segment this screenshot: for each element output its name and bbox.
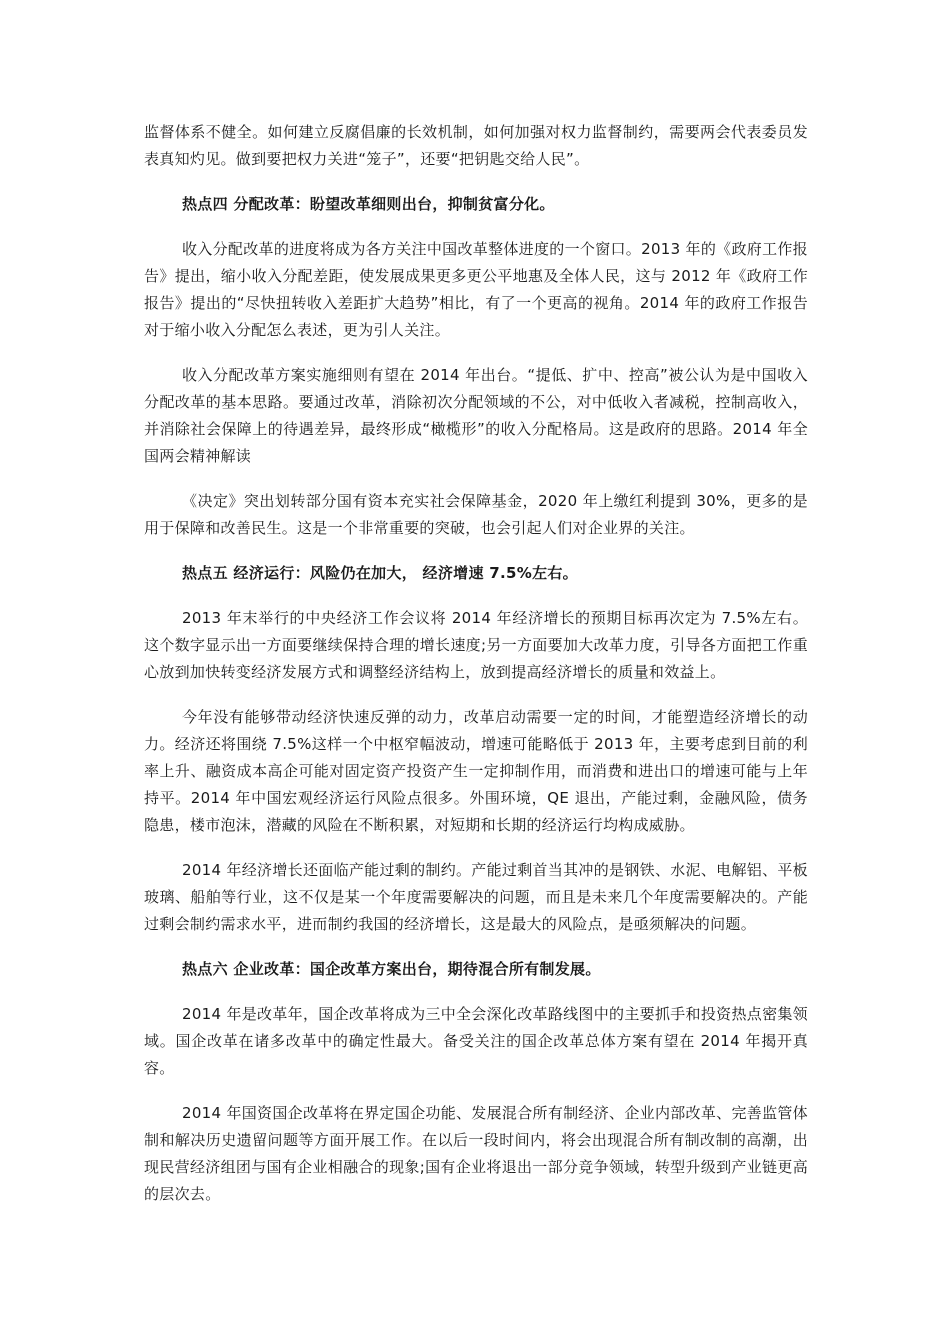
- paragraph: 收入分配改革方案实施细则有望在 2014 年出台。“提低、扩中、控高”被公认为是中国收入分配改革的基本思路。要通过改革，消除初次分配领域的不公，对中低收入者减税，控制高收入，并消除社会保障上的待遇差异，最终形成“橄榄形”的收入分配格局。这是政府的思路。2014 年全国两会精神解读: [144, 366, 808, 465]
- section-heading-4: 热点四 分配改革：盼望改革细则出台，抑制贫富分化。: [182, 195, 555, 213]
- paragraph: 2014 年是改革年，国企改革将成为三中全会深化改革路线图中的主要抓手和投资热点密集领域。国企改革在诸多改革中的确定性最大。备受关注的国企改革总体方案有望在 2014 年揭开真容。: [144, 1005, 808, 1077]
- paragraph: 收入分配改革的进度将成为各方关注中国改革整体进度的一个窗口。2013 年的《政府工作报告》提出，缩小收入分配差距，使发展成果更多更公平地惠及全体人民，这与 2012 年《政府工作报告》提出的“尽快扭转收入差距扩大趋势”相比，有了一个更高的视角。2014 年的政府工作报告对于缩小收入分配怎么表述，更为引人关注。: [144, 240, 808, 339]
- section-heading-5: 热点五 经济运行：风险仍在加大， 经济增速 7.5%左右。: [182, 564, 578, 582]
- document-page: [144, 119, 808, 1226]
- paragraph: 2013 年末举行的中央经济工作会议将 2014 年经济增长的预期目标再次定为 7.5%左右。这个数字显示出一方面要继续保持合理的增长速度;另一方面要加大改革力度，引导各方面把工作重心放到加快转变经济发展方式和调整经济结构上，放到提高经济增长的质量和效益上。: [144, 609, 808, 681]
- paragraph: 2014 年国资国企改革将在界定国企功能、发展混合所有制经济、企业内部改革、完善监管体制和解决历史遗留问题等方面开展工作。在以后一段时间内，将会出现混合所有制改制的高潮，出现民营经济组团与国有企业相融合的现象;国有企业将退出一部分竞争领域，转型升级到产业链更高的层次去。: [144, 1104, 808, 1203]
- paragraph: 《决定》突出划转部分国有资本充实社会保障基金，2020 年上缴红利提到 30%，更多的是用于保障和改善民生。这是一个非常重要的突破，也会引起人们对企业界的关注。: [144, 492, 808, 537]
- paragraph-continuation: 监督体系不健全。如何建立反腐倡廉的长效机制，如何加强对权力监督制约，需要两会代表委员发表真知灼见。做到要把权力关进“笼子”，还要“把钥匙交给人民”。: [144, 123, 808, 168]
- paragraph: 2014 年经济增长还面临产能过剩的制约。产能过剩首当其冲的是钢铁、水泥、电解铝、平板玻璃、船舶等行业，这不仅是某一个年度需要解决的问题，而且是未来几个年度需要解决的。产能过剩会制约需求水平，进而制约我国的经济增长，这是最大的风险点，是亟须解决的问题。: [144, 861, 808, 933]
- paragraph: 今年没有能够带动经济快速反弹的动力，改革启动需要一定的时间，才能塑造经济增长的动力。经济还将围绕 7.5%这样一个中枢窄幅波动，增速可能略低于 2013 年，主要考虑到目前的利率上升、融资成本高企可能对固定资产投资产生一定抑制作用，而消费和进出口的增速可能与上年持平。2014 年中国宏观经济运行风险点很多。外围环境，QE 退出，产能过剩，金融风险，债务隐患，楼市泡沫，潜藏的风险在不断积累，对短期和长期的经济运行均构成威胁。: [144, 708, 808, 834]
- section-heading-6: 热点六 企业改革：国企改革方案出台，期待混合所有制发展。: [182, 960, 601, 978]
